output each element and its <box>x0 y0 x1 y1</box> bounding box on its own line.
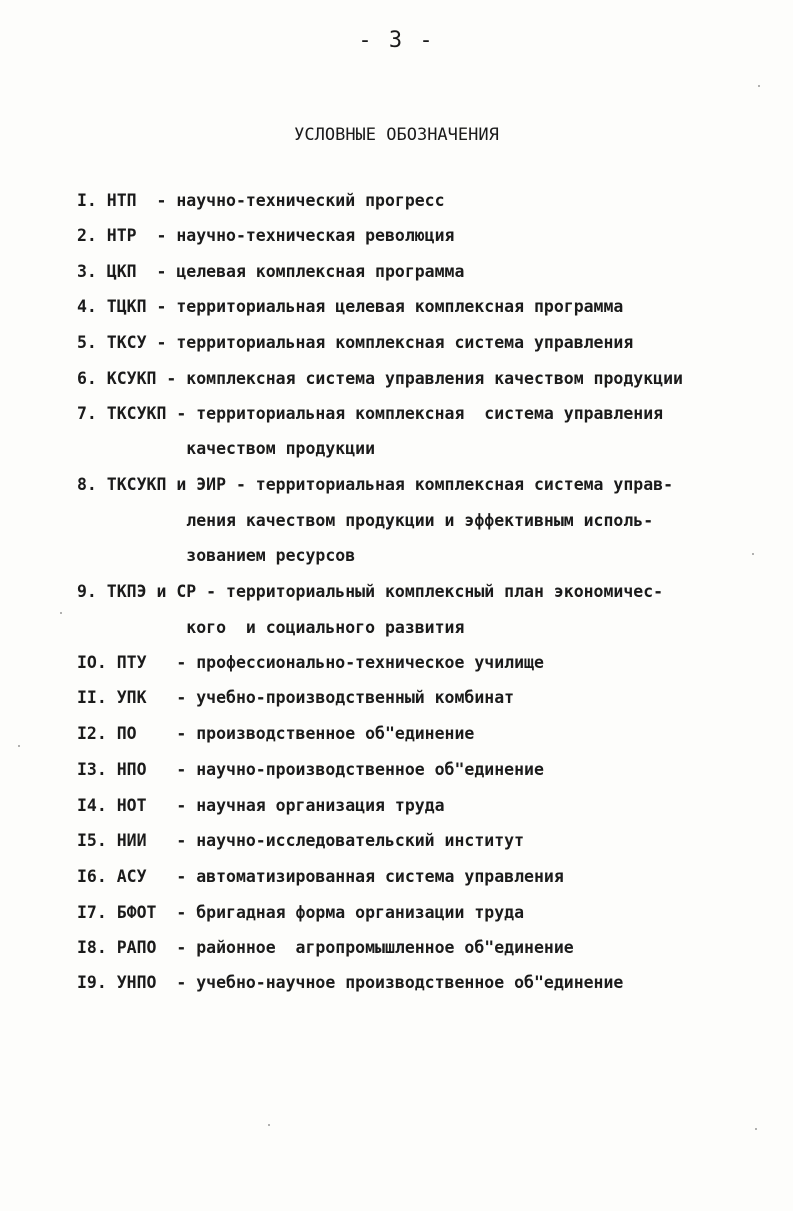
scan-speck <box>752 553 754 555</box>
abbreviation-line: I. НТП - научно-технический прогресс <box>77 191 445 210</box>
abbreviation-line-continuation: ления качеством продукции и эффективным исполь- <box>77 511 654 530</box>
abbreviation-line: I9. УНПО - учебно-научное производственное об"единение <box>77 973 624 992</box>
abbreviation-line: I2. ПО - производственное об"единение <box>77 724 475 743</box>
abbreviation-line: 3. ЦКП - целевая комплексная программа <box>77 262 465 281</box>
abbreviation-line: I8. РАПО - районное агропромышленное об"единение <box>77 938 574 957</box>
scan-speck <box>18 745 20 747</box>
scan-speck <box>755 1128 757 1130</box>
scan-speck <box>268 1124 270 1126</box>
abbreviation-line: 9. ТКПЭ и СР - территориальный комплексный план экономичес- <box>77 582 664 601</box>
abbreviation-line: IO. ПТУ - профессионально-техническое училище <box>77 653 544 672</box>
abbreviation-line: 5. ТКСУ - территориальная комплексная система управления <box>77 333 634 352</box>
abbreviation-line: 7. ТКСУКП - территориальная комплексная система управления <box>77 404 664 423</box>
abbreviation-line-continuation: качеством продукции <box>77 439 376 458</box>
page-title: УСЛОВНЫЕ ОБОЗНАЧЕНИЯ <box>294 125 499 145</box>
abbreviation-line-continuation: кого и социального развития <box>77 618 465 637</box>
abbreviation-line: I6. АСУ - автоматизированная система управления <box>77 867 564 886</box>
abbreviation-line: I5. НИИ - научно-исследовательский институт <box>77 831 525 850</box>
abbreviation-line: I3. НПО - научно-производственное об"единение <box>77 760 544 779</box>
abbreviation-line-continuation: зованием ресурсов <box>77 546 356 565</box>
abbreviation-line: 6. КСУКП - комплексная система управления качеством продукции <box>77 369 683 388</box>
abbreviation-line: 4. ТЦКП - территориальная целевая комплексная программа <box>77 297 624 316</box>
abbreviation-line: 8. ТКСУКП и ЭИР - территориальная комплексная система управ- <box>77 475 674 494</box>
abbreviation-line: 2. НТР - научно-техническая революция <box>77 226 455 245</box>
abbreviation-line: I7. БФОТ - бригадная форма организации труда <box>77 903 525 922</box>
scan-speck <box>758 85 760 87</box>
page-number: - 3 - <box>358 28 435 53</box>
abbreviation-line: I4. НОТ - научная организация труда <box>77 796 445 815</box>
scan-speck <box>60 612 62 614</box>
abbreviation-line: II. УПК - учебно-производственный комбинат <box>77 688 515 707</box>
